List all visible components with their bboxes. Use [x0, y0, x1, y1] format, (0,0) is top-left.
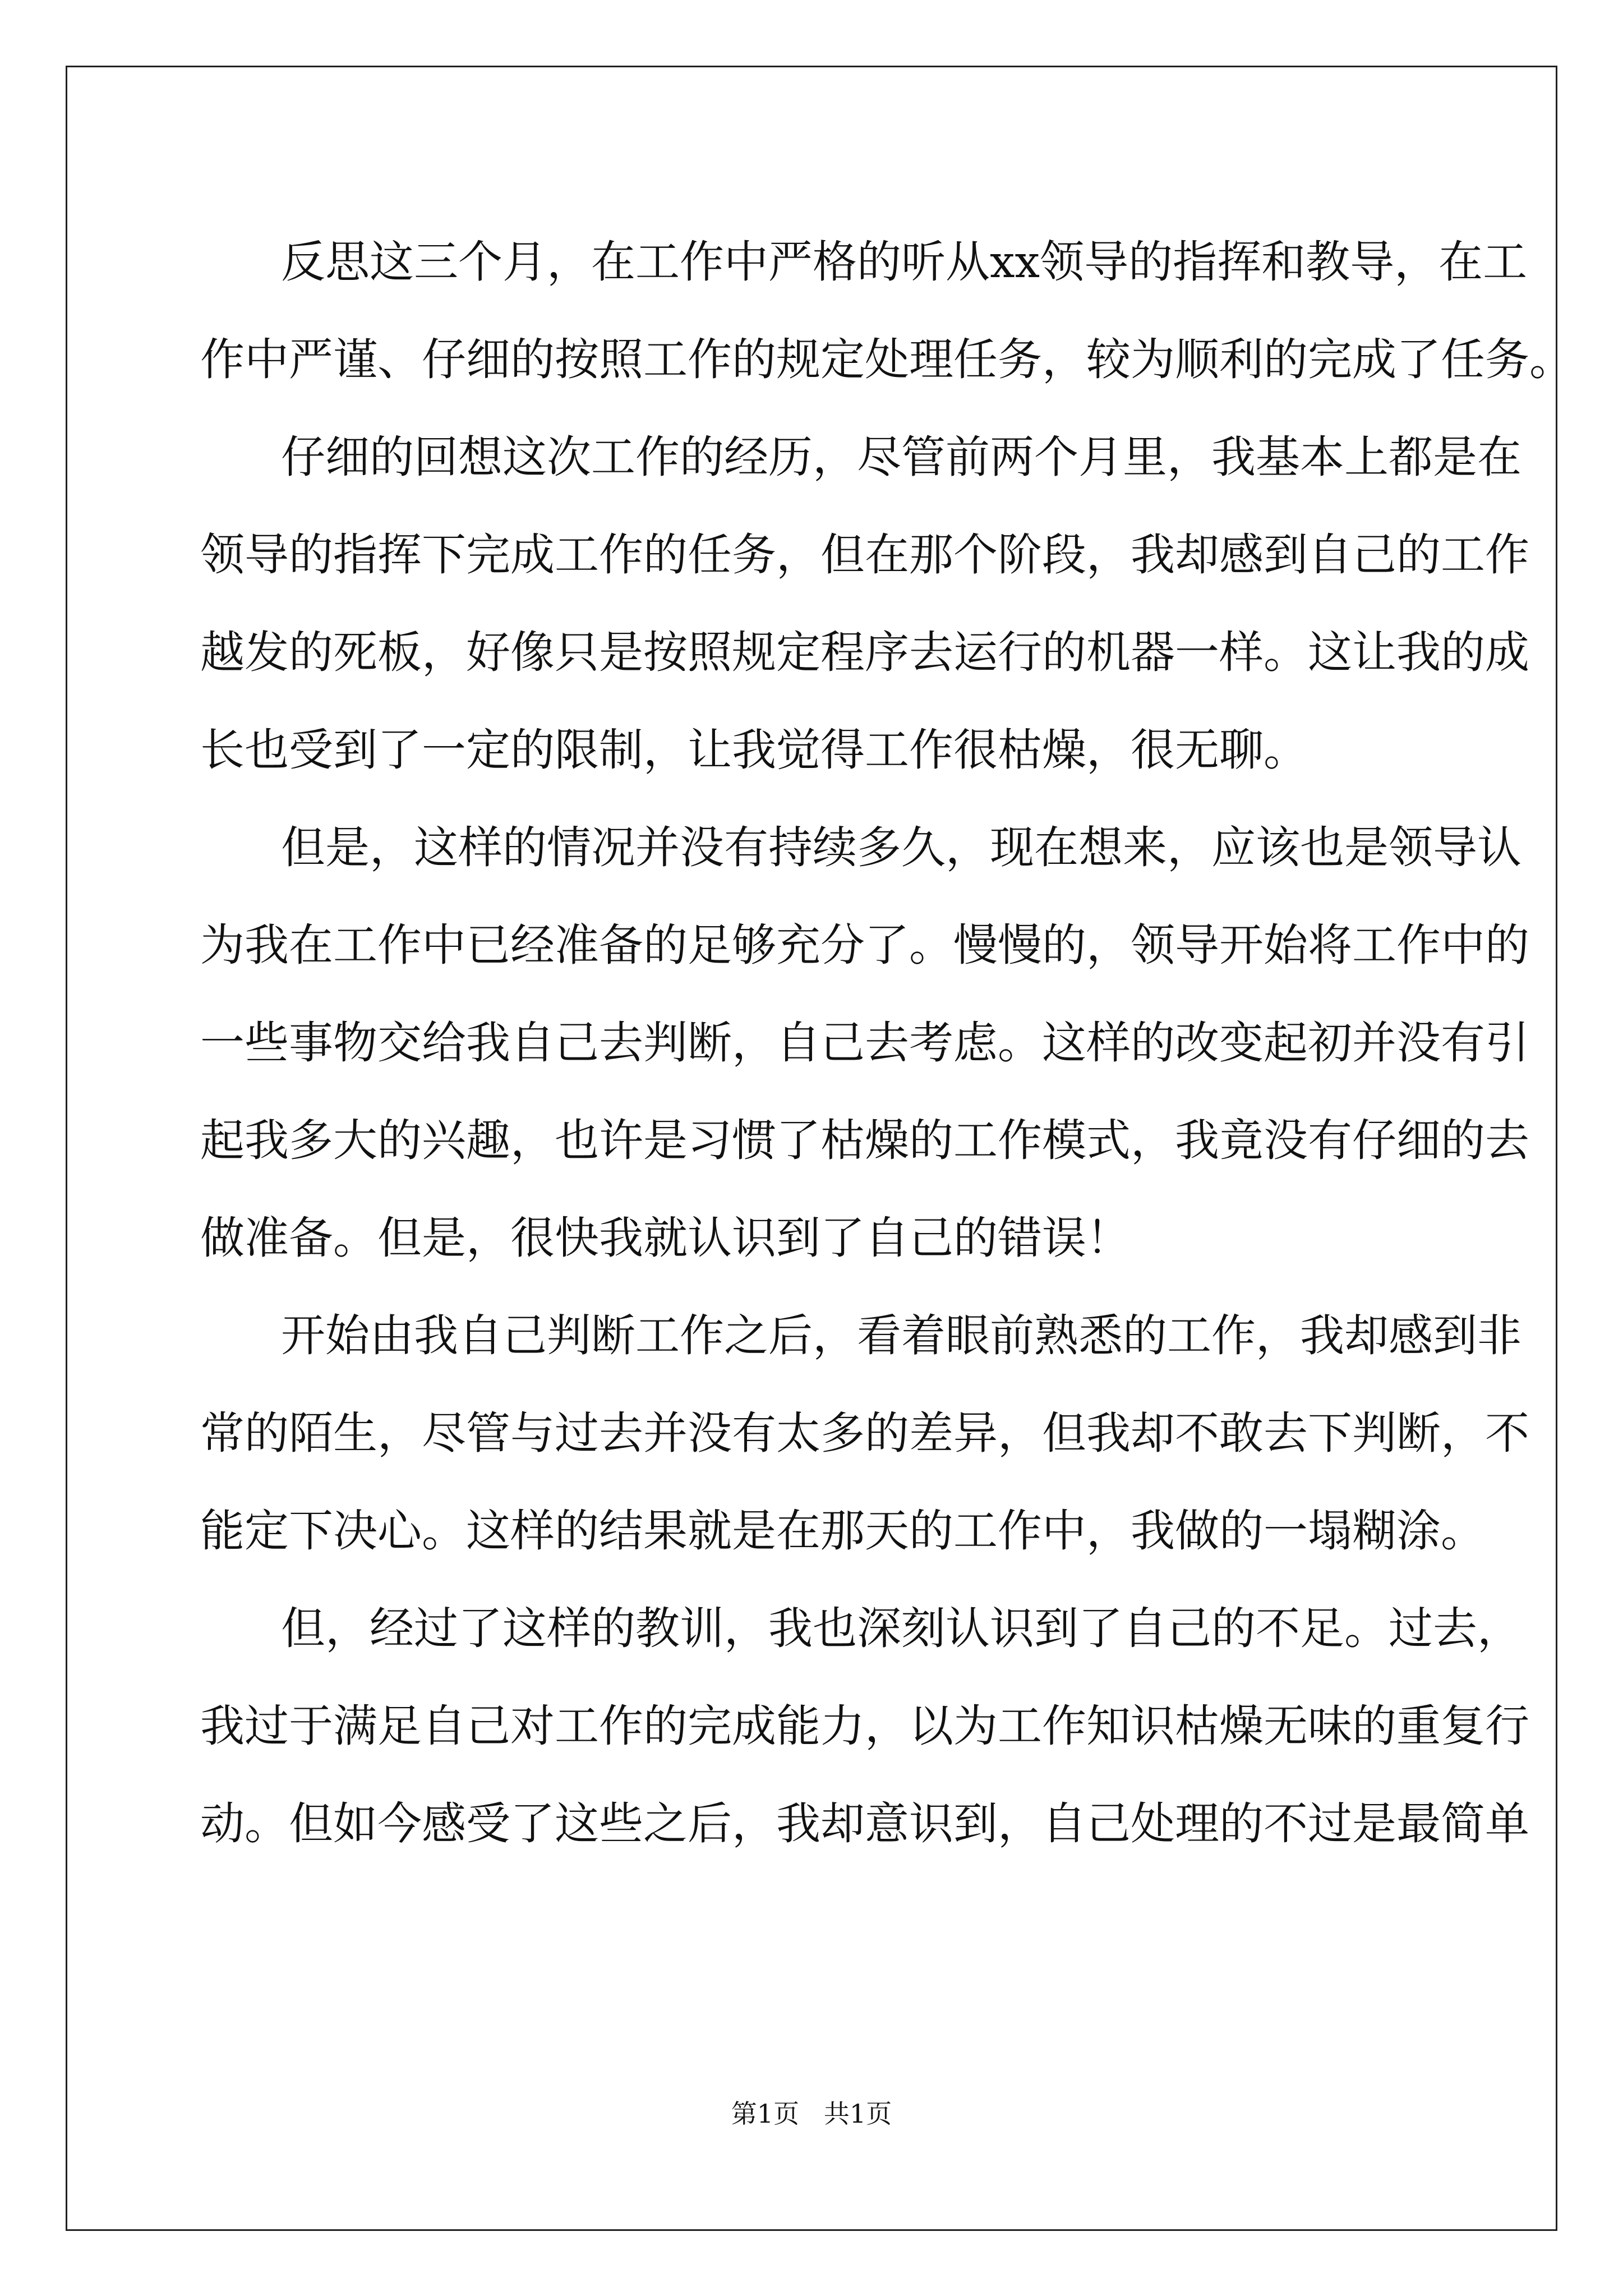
text-line: 仔细的回想这次工作的经历，尽管前两个月里，我基本上都是在 [281, 431, 1521, 483]
text-line: 但，经过了这样的教训，我也深刻认识到了自己的不足。过去， [281, 1603, 1521, 1654]
text-line: 起我多大的兴趣，也许是习惯了枯燥的工作模式，我竟没有仔细的去 [200, 1115, 1529, 1166]
document-body [200, 213, 1574, 1872]
text-line: 一些事物交给我自己去判断，自己去考虑。这样的改变起初并没有引 [200, 1017, 1529, 1069]
text-line: 领导的指挥下完成工作的任务，但在那个阶段，我却感到自己的工作 [200, 529, 1529, 581]
text-line: 长也受到了一定的限制，让我觉得工作很枯燥，很无聊。 [200, 724, 1308, 776]
text-line: 作中严谨、仔细的按照工作的规定处理任务，较为顺利的完成了任务。 [200, 334, 1574, 385]
text-line: 反思这三个月，在工作中严格的听从xx领导的指挥和教导，在工 [281, 236, 1528, 288]
text-line: 为我在工作中已经准备的足够充分了。慢慢的，领导开始将工作中的 [200, 919, 1529, 971]
text-line: 开始由我自己判断工作之后，看着眼前熟悉的工作，我却感到非 [281, 1310, 1521, 1361]
text-line: 能定下决心。这样的结果就是在那天的工作中，我做的一塌糊涂。 [200, 1505, 1485, 1557]
text-line: 常的陌生，尽管与过去并没有太多的差异，但我却不敢去下判断，不 [200, 1407, 1529, 1459]
text-line: 我过于满足自己对工作的完成能力，以为工作知识枯燥无味的重复行 [200, 1700, 1529, 1752]
text-line: 但是，这样的情况并没有持续多久，现在想来，应该也是领导认 [281, 822, 1521, 873]
text-line: 做准备。但是，很快我就认识到了自己的错误！ [200, 1212, 1131, 1264]
text-line: 越发的死板，好像只是按照规定程序去运行的机器一样。这让我的成 [200, 627, 1529, 678]
page-footer: 第1页 共1页 [731, 2099, 892, 2129]
text-line: 动。但如今感受了这些之后，我却意识到，自己处理的不过是最简单 [200, 1798, 1529, 1849]
